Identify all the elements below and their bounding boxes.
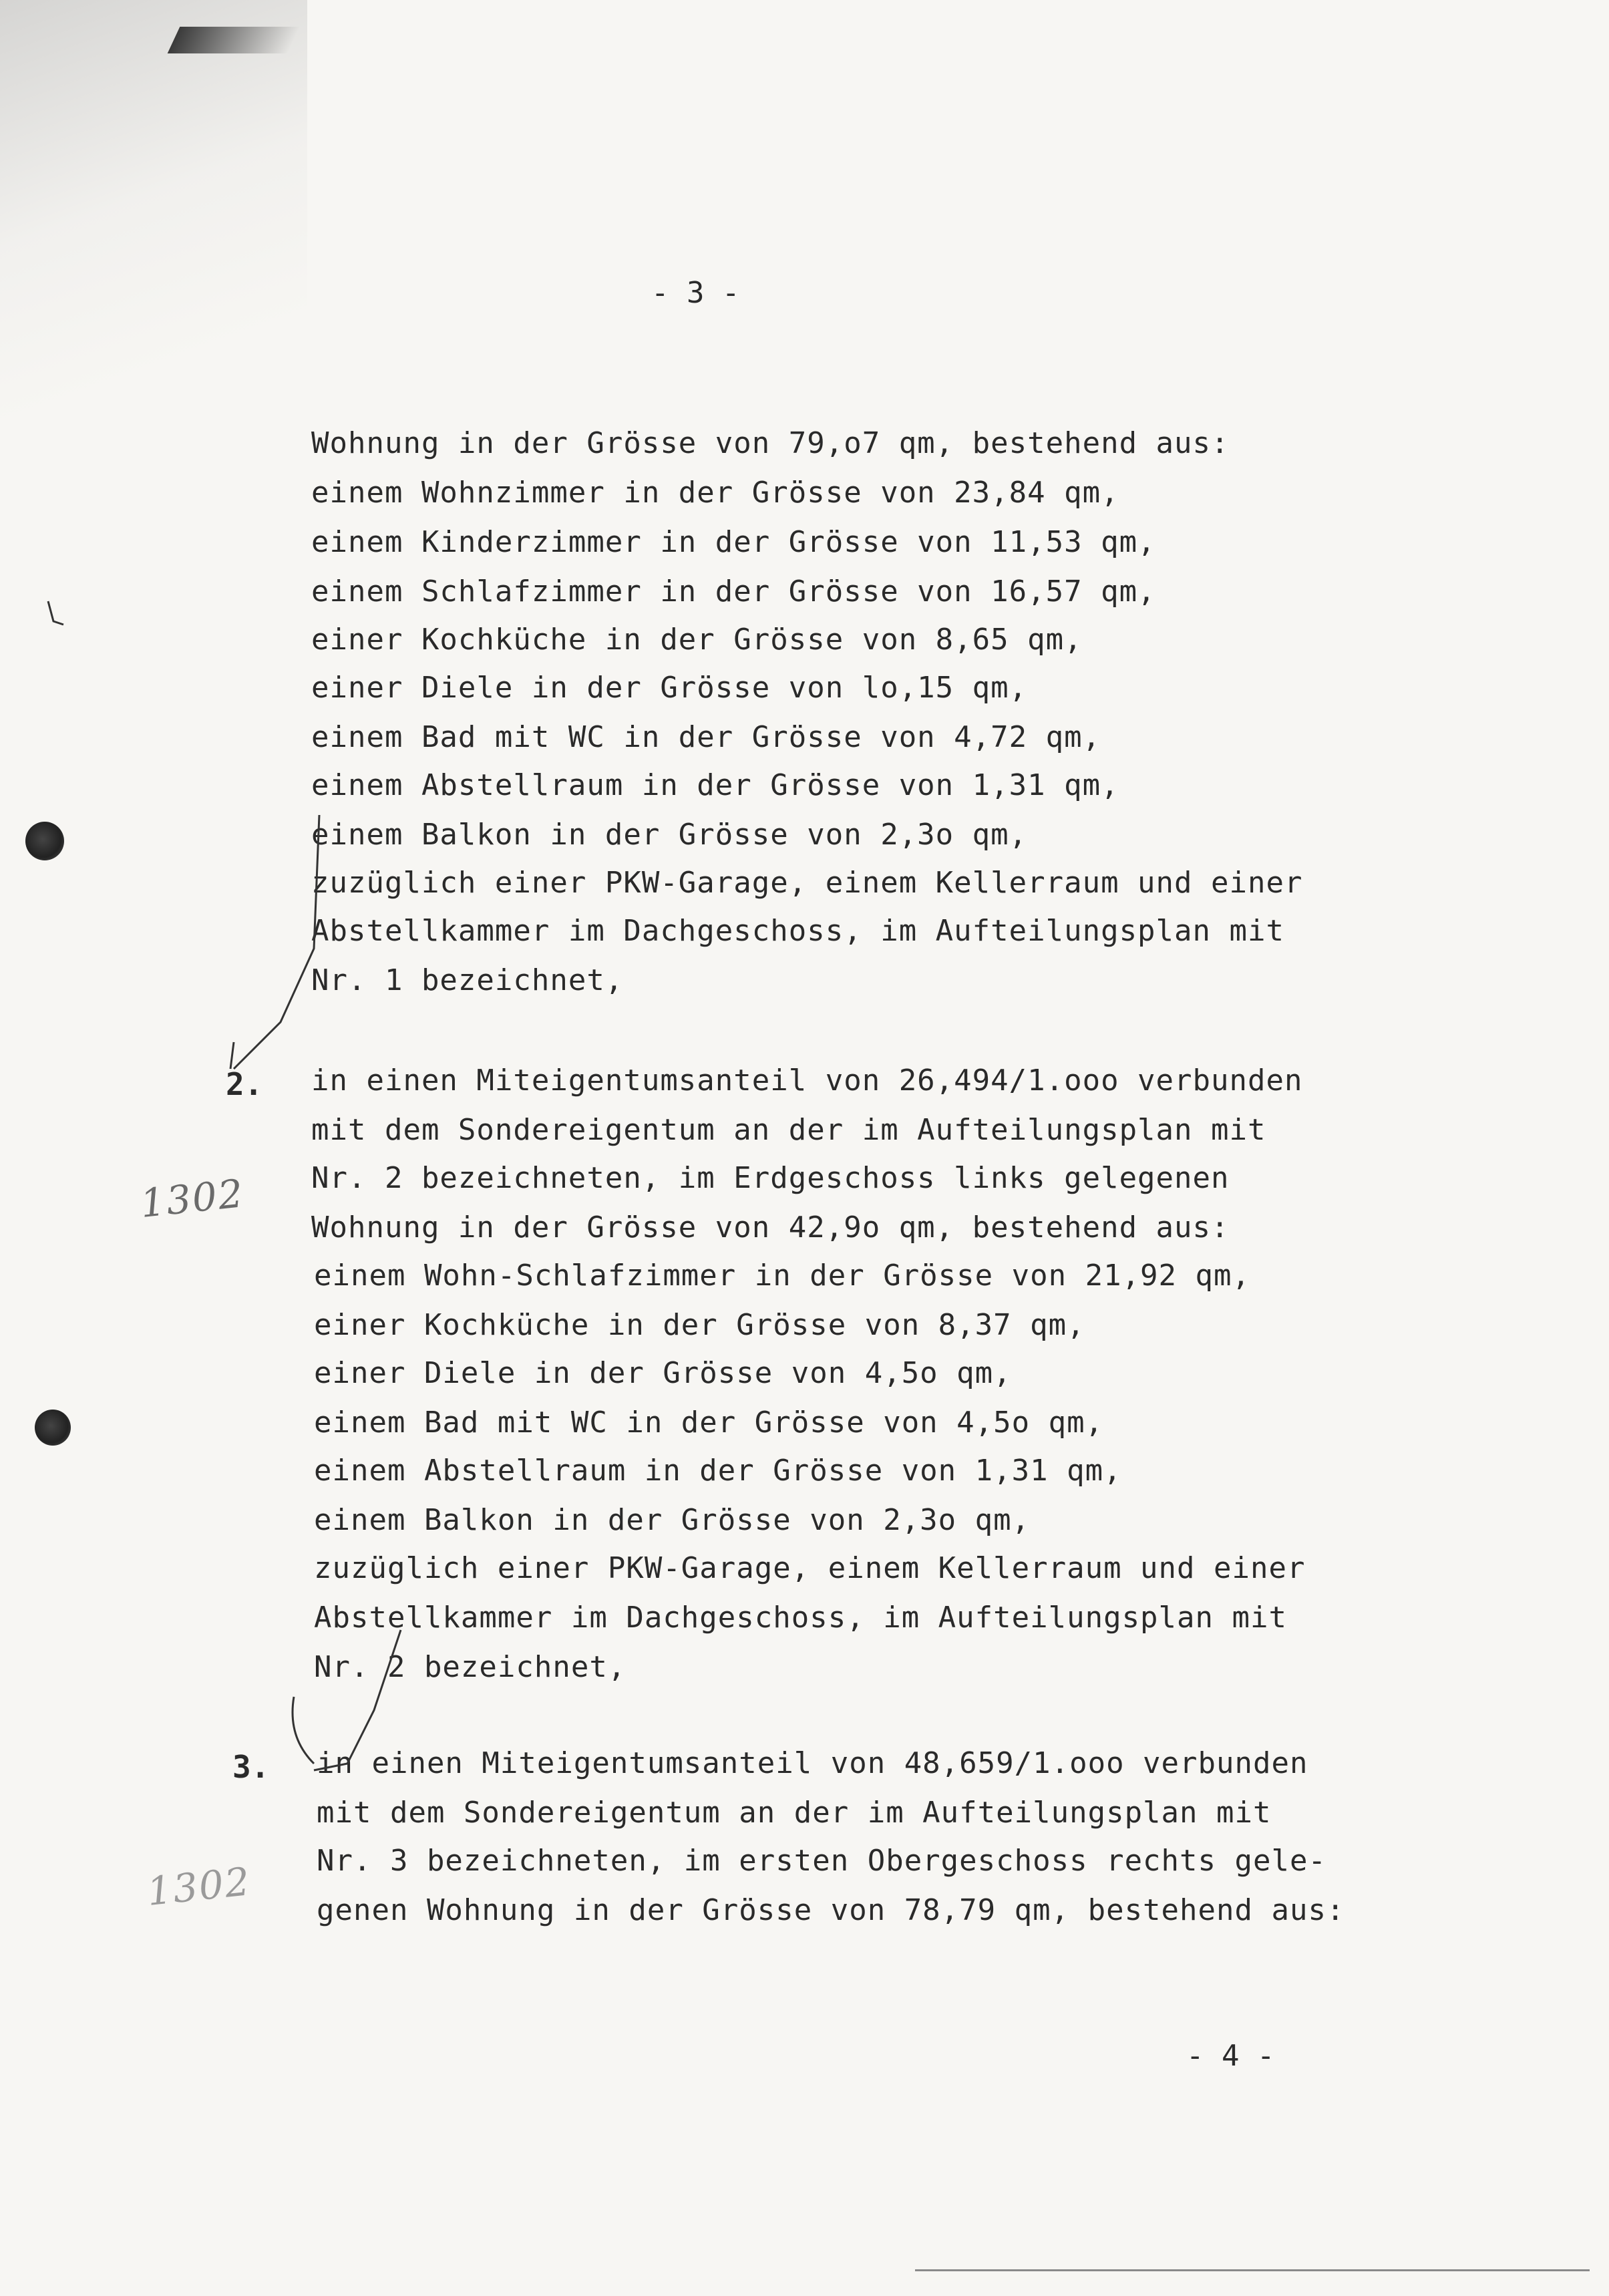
section1-line: einem Bad mit WC in der Grösse von 4,72 qm, [311,720,1101,754]
section1-line: zuzüglich einer PKW-Garage, einem Kellerraum und einer [311,866,1303,900]
item2-line: Nr. 2 bezeichnet, [314,1650,627,1684]
punch-hole-upper [25,822,64,860]
item3-line: in einen Miteigentumsanteil von 48,659/1.ooo verbunden [317,1746,1308,1780]
item2-line: einer Diele in der Grösse von 4,5o qm, [314,1356,1012,1390]
item2-line: einem Balkon in der Grösse von 2,3o qm, [314,1503,1031,1537]
scan-dark-corner [168,27,301,53]
margin-annotation-1302-b: 1302 [144,1858,253,1915]
item2-line: einem Wohn-Schlafzimmer in der Grösse von 21,92 qm, [314,1259,1251,1293]
footer-page-number: - 4 - [1186,2039,1275,2073]
item3-line: mit dem Sondereigentum an der im Aufteilungsplan mit [317,1796,1272,1830]
item2-line: in einen Miteigentumsanteil von 26,494/1.ooo verbunden [311,1063,1303,1098]
section1-line: einem Balkon in der Grösse von 2,3o qm, [311,818,1028,852]
scan-edge-shadow [0,0,307,601]
section1-line: einem Wohnzimmer in der Grösse von 23,84 qm, [311,476,1119,510]
item-number-2: 2. [226,1066,263,1102]
item2-line: zuzüglich einer PKW-Garage, einem Kellerraum und einer [314,1551,1306,1585]
header-page-number: - 3 - [651,276,740,310]
punch-hole-lower [35,1410,71,1446]
section1-line: einem Schlafzimmer in der Grösse von 16,57 qm, [311,575,1156,609]
item3-line: Nr. 3 bezeichneten, im ersten Obergeschoss rechts gele- [317,1844,1326,1878]
section1-line: einem Kinderzimmer in der Grösse von 11,53 qm, [311,525,1156,559]
margin-annotation-1302-a: 1302 [138,1170,246,1226]
section1-line: einem Abstellraum in der Grösse von 1,31 qm, [311,768,1119,802]
item2-line: einer Kochküche in der Grösse von 8,37 qm, [314,1308,1085,1342]
bottom-rule [915,2269,1590,2271]
section1-line: Wohnung in der Grösse von 79,o7 qm, bestehend aus: [311,426,1230,460]
section1-line: einer Kochküche in der Grösse von 8,65 qm, [311,623,1083,657]
item2-line: einem Abstellraum in der Grösse von 1,31 qm, [314,1454,1122,1488]
section1-line: Nr. 1 bezeichnet, [311,963,624,997]
item2-line: Wohnung in der Grösse von 42,9o qm, bestehend aus: [311,1210,1230,1245]
item-number-3: 3. [232,1749,270,1785]
section1-line: Abstellkammer im Dachgeschoss, im Aufteilungsplan mit [311,914,1284,948]
item2-line: einem Bad mit WC in der Grösse von 4,5o qm, [314,1406,1104,1440]
section1-line: einer Diele in der Grösse von lo,15 qm, [311,671,1028,705]
item2-line: Abstellkammer im Dachgeschoss, im Aufteilungsplan mit [314,1601,1287,1635]
item2-line: Nr. 2 bezeichneten, im Erdgeschoss links gelegenen [311,1161,1230,1195]
item2-line: mit dem Sondereigentum an der im Aufteilungsplan mit [311,1113,1266,1147]
item3-line: genen Wohnung in der Grösse von 78,79 qm, bestehend aus: [317,1893,1345,1927]
